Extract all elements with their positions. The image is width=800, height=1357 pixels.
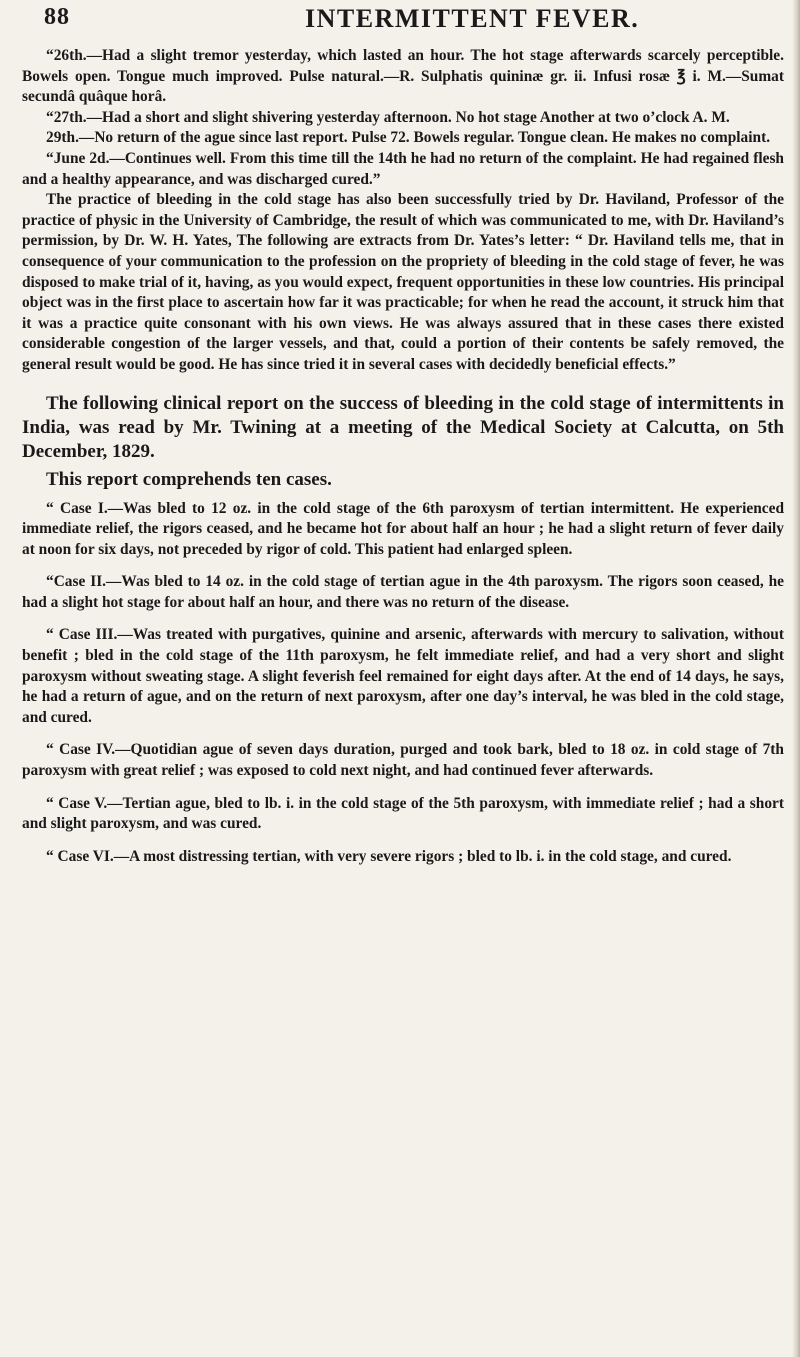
running-head — [22, 0, 792, 46]
section-block — [22, 392, 784, 492]
paragraph-26th: “26th.—Had a slight tremor yesterday, which lasted an hour. The hot stage afterwards scarcely perceptible. Bowels open. Tongue much improved. Pulse natural.—R. Sulphatis quininæ gr. ii. Infusi rosæ ℥ i. M.—Sumat secundâ quâque horâ. — [22, 47, 784, 106]
case-item: “ Case I.—Was bled to 12 oz. in the cold stage of the 6th paroxysm of tertian intermittent. He experienced immediate relief, the rigors ceased, and he became hot for about half an hour ; he had a slight return of fever daily at noon for six days, not preceded by rigor of cold. This patient had enlarged spleen. — [22, 499, 784, 558]
case-list — [22, 492, 792, 868]
case-item: “Case II.—Was bled to 14 oz. in the cold stage of tertian ague in the 4th paroxysm. The rigors soon ceased, he had a slight hot stage for about half an hour, and there was no return of the disease. — [22, 573, 784, 611]
page-title: INTERMITTENT FEVER. — [305, 4, 640, 33]
case-item: “ Case VI.—A most distressing tertian, with very severe rigors ; bled to lb. i. in the cold stage, and cured. — [46, 847, 732, 865]
page-edge-shadow — [792, 0, 800, 1357]
paragraph-29th: 29th.—No return of the ague since last report. Pulse 72. Bowels regular. Tongue clean. He makes no complaint. — [46, 129, 771, 147]
paragraph-27th: “27th.—Had a short and slight shivering yesterday afternoon. No hot stage Another at two o’clock A. M. — [46, 108, 730, 126]
top-text-block — [22, 46, 784, 376]
case-item: “ Case III.—Was treated with purgatives, quinine and arsenic, afterwards with mercury to salivation, without benefit ; bled in the cold stage of the 11th paroxysm, he felt immediate relief, and had a very short and slight paroxysm without sweating stage. A slight feverish feel remained for eight days after. At the end of 14 days, he says, he had a return of ague, and on the return of next paroxysm, after one day’s interval, he was bled in the cold stage, and cured. — [22, 626, 784, 726]
case-item: “ Case IV.—Quotidian ague of seven days duration, purged and took bark, bled to 18 oz. in cold stage of 7th paroxysm with great relief ; was exposed to cold next night, and had continued fever afterwards. — [22, 741, 784, 780]
paragraph-june-2d: “June 2d.—Continues well. From this time till the 14th he had no return of the complaint. He had regained flesh and a healthy appearance, and was discharged cured.” — [22, 149, 784, 188]
paragraph-haviland: The practice of bleeding in the cold stage has also been successfully tried by Dr. Haviland, Professor of the practice of physic in the University of Cambridge, the result of which was communicated to me, with Dr. Haviland’s permission, by Dr. W. H. Yates, The following are extracts from Dr. Yates’s letter: “ Dr. Haviland tells me, that in consequence of your communication to the profession on the propriety of bleeding in the cold stage of fever, he was disposed to make trial of it, having, as you would expect, frequent opportunities in these low countries. His principal object was in the first place to ascertain how far it was practicable; for when he read the account, it struck him that it was a practice quite consonant with his own views. He was always assured that in these cases there existed considerable congestion of the larger vessels, and that, could a portion of their contents be safely removed, the general result would be good. He has since tried it in several cases with decidedly beneficial effects.” — [22, 191, 784, 373]
section-heading: The following clinical report on the success of bleeding in the cold stage of intermittents in India, was read by Mr. Twining at a meeting of the Medical Society at Calcutta, on 5th December, 1829. — [22, 392, 784, 462]
section-note: This report comprehends ten cases. — [46, 468, 332, 490]
page-number: 88 — [44, 4, 70, 30]
case-item: “ Case V.—Tertian ague, bled to lb. i. in the cold stage of the 5th paroxysm, with immediate relief ; had a short and slight paroxysm, and was cured. — [22, 794, 784, 833]
